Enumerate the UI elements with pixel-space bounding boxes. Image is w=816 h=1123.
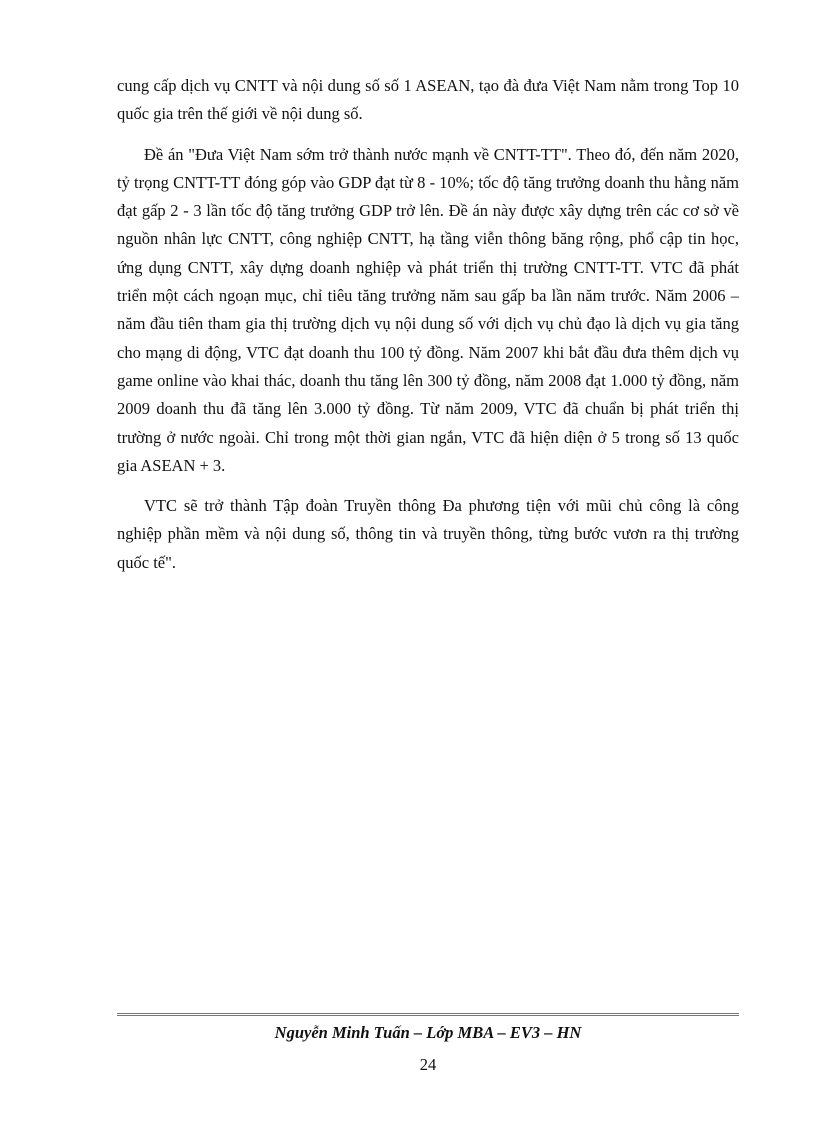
- paragraph-vision: VTC sẽ trở thành Tập đoàn Truyền thông Đa phương tiện với mũi chủ công là công nghiệp phần mềm và nội dung số, thông tin và truyền thông, từng bước vươn ra thị trường quốc tế".: [117, 496, 739, 572]
- paragraph-project: Đề án "Đưa Việt Nam sớm trở thành nước mạnh về CNTT-TT". Theo đó, đến năm 2020, tỷ trọng CNTT-TT đóng góp vào GDP đạt từ 8 - 10%; tốc độ tăng trưởng doanh thu hằng năm đạt gấp 2 - 3 lần tốc độ tăng trưởng GDP trở lên. Đề án này được xây dựng trên các cơ sở về nguồn nhân lực CNTT, công nghiệp CNTT, hạ tầng viễn thông băng rộng, phổ cập tin học, ứng dụng CNTT, xây dựng doanh nghiệp và phát triển thị trường CNTT-TT. VTC đã phát triển một cách ngoạn mục, chỉ tiêu tăng trưởng năm sau gấp ba lần năm trước. Năm 2006 – năm đầu tiên tham gia thị trường dịch vụ nội dung số với dịch vụ chủ đạo là dịch vụ gia tăng cho mạng di động, VTC đạt doanh thu 100 tỷ đồng. Năm 2007 khi bắt đầu đưa thêm dịch vụ game online vào khai thác, doanh thu tăng lên 300 tỷ đồng, năm 2008 đạt 1.000 tỷ đồng, năm 2009 doanh thu đã tăng lên 3.000 tỷ đồng. Từ năm 2009, VTC đã chuẩn bị phát triển thị trường ở nước ngoài. Chỉ trong một thời gian ngắn, VTC đã hiện diện ở 5 trong số 13 quốc gia ASEAN + 3.: [117, 144, 739, 475]
- footer-author: Nguyễn Minh Tuấn – Lớp MBA – EV3 – HN: [274, 1023, 582, 1042]
- body-text: [117, 72, 739, 589]
- footer-divider: [117, 1013, 739, 1016]
- page-number: 24: [419, 1055, 437, 1074]
- paragraph-continuation: cung cấp dịch vụ CNTT và nội dung số số 1 ASEAN, tạo đà đưa Việt Nam nằm trong Top 10 quốc gia trên thế giới về nội dung số.: [117, 76, 739, 124]
